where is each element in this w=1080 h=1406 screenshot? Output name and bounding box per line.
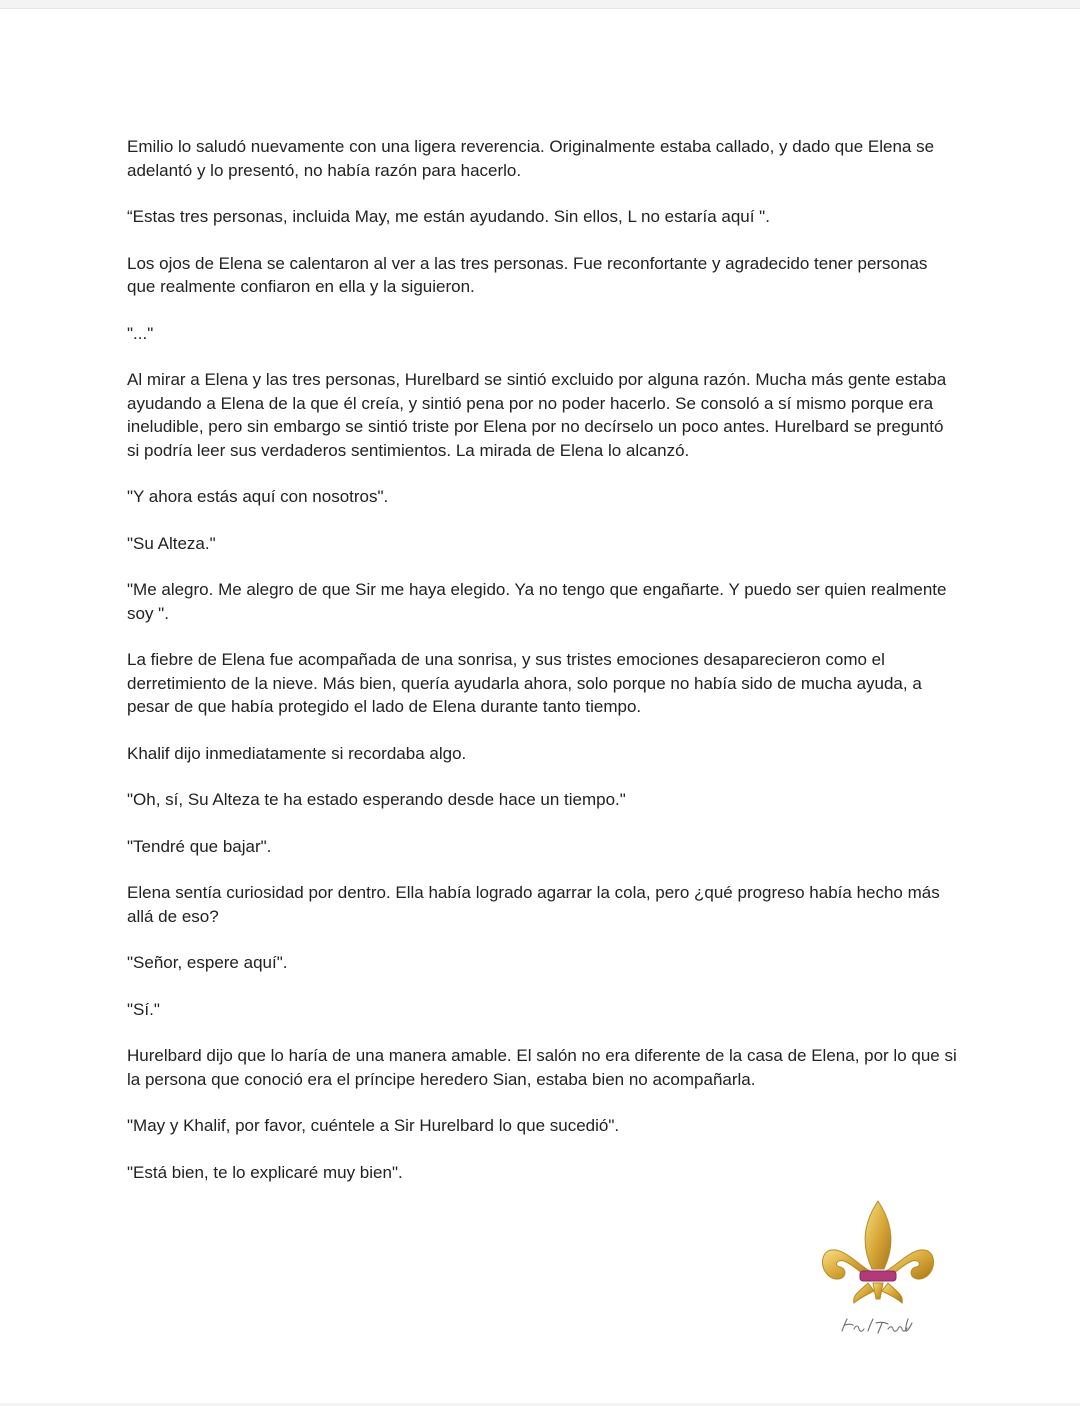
paragraph: "Su Alteza." xyxy=(127,533,216,553)
translator-logo xyxy=(818,1195,938,1345)
fleur-de-lis-icon xyxy=(818,1195,938,1345)
paragraph: La fiebre de Elena fue acompañada de una sonrisa, y sus tristes emociones desaparecieron como el derretimiento de la nieve. Más bien, quería ayudarla ahora, solo porque no había sido de mucha ayuda, a pesar de que había protegido el lado de Elena durante tanto tiempo. xyxy=(127,650,922,716)
document-body xyxy=(127,135,957,1207)
paragraph: "Sí." xyxy=(127,999,160,1019)
paragraph: "Y ahora estás aquí con nosotros". xyxy=(127,487,389,506)
paragraph: “Estas tres personas, incluida May, me están ayudando. Sin ellos, L no estaría aquí ". xyxy=(127,207,770,226)
paragraph: Al mirar a Elena y las tres personas, Hurelbard se sintió excluido por alguna razón. Mucha más gente estaba ayudando a Elena de la que él creía, y sintió pena por no poder hacerlo. Se consoló a sí mismo porque era ineludible, pero sin embargo se sintió triste por Elena por no decírselo un poco antes. Hurelbard se preguntó si podría leer sus verdaderos sentimientos. La mirada de Elena lo alcanzó. xyxy=(127,370,947,460)
paragraph: "Señor, espere aquí". xyxy=(127,953,288,972)
paragraph: Khalif dijo inmediatamente si recordaba algo. xyxy=(127,743,467,763)
paragraph: "Oh, sí, Su Alteza te ha estado esperando desde hace un tiempo." xyxy=(127,790,626,809)
document-page xyxy=(0,8,1080,1403)
paragraph: Elena sentía curiosidad por dentro. Ella había logrado agarrar la cola, pero ¿qué progreso había hecho más allá de eso? xyxy=(127,883,940,926)
paragraph: "..." xyxy=(127,323,154,343)
paragraph: "Me alegro. Me alegro de que Sir me haya elegido. Ya no tengo que engañarte. Y puedo ser quien realmente soy ". xyxy=(127,580,947,623)
paragraph: "Está bien, te lo explicaré muy bien". xyxy=(127,1162,403,1182)
paragraph: Emilio lo saludó nuevamente con una ligera reverencia. Originalmente estaba callado, y dado que Elena se adelantó y lo presentó, no había razón para hacerlo. xyxy=(127,137,935,180)
paragraph: Los ojos de Elena se calentaron al ver a las tres personas. Fue reconfortante y agradecido tener personas que realmente confiaron en ella y la siguieron. xyxy=(127,253,928,296)
paragraph: Hurelbard dijo que lo haría de una manera amable. El salón no era diferente de la casa de Elena, por lo que si la persona que conoció era el príncipe heredero Sian, estaba bien no acompañarla. xyxy=(127,1046,957,1089)
paragraph: "May y Khalif, por favor, cuéntele a Sir Hurelbard lo que sucedió". xyxy=(127,1116,620,1135)
paragraph: "Tendré que bajar". xyxy=(127,836,272,856)
